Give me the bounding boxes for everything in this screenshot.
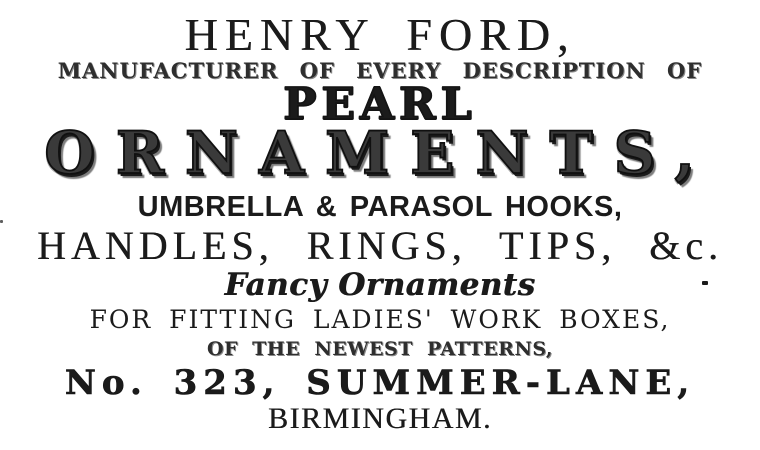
manufacturer-tagline: MANUFACTURER OF EVERY DESCRIPTION OF (57, 58, 703, 83)
street-address: No. 323, SUMMER-LANE, (64, 363, 696, 403)
product-handles-line: HANDLES, RINGS, TIPS, &c. (36, 223, 724, 268)
product-pearl-heading: PEARL (283, 79, 477, 130)
work-boxes-line: FOR FITTING LADIES' WORK BOXES, (89, 305, 671, 334)
city-name: BIRMINGHAM. (267, 402, 492, 435)
ink-speck (702, 281, 708, 285)
product-hooks-line: UMBRELLA & PARASOL HOOKS, (137, 191, 623, 223)
product-ornaments-heading: ORNAMENTS, (44, 119, 716, 187)
patterns-line: OF THE NEWEST PATTERNS, (207, 338, 553, 360)
scan-edge-artifact (0, 220, 3, 223)
fancy-ornaments-heading: Fancy Ornaments (224, 267, 536, 303)
proprietor-name: HENRY FORD, (184, 9, 576, 60)
